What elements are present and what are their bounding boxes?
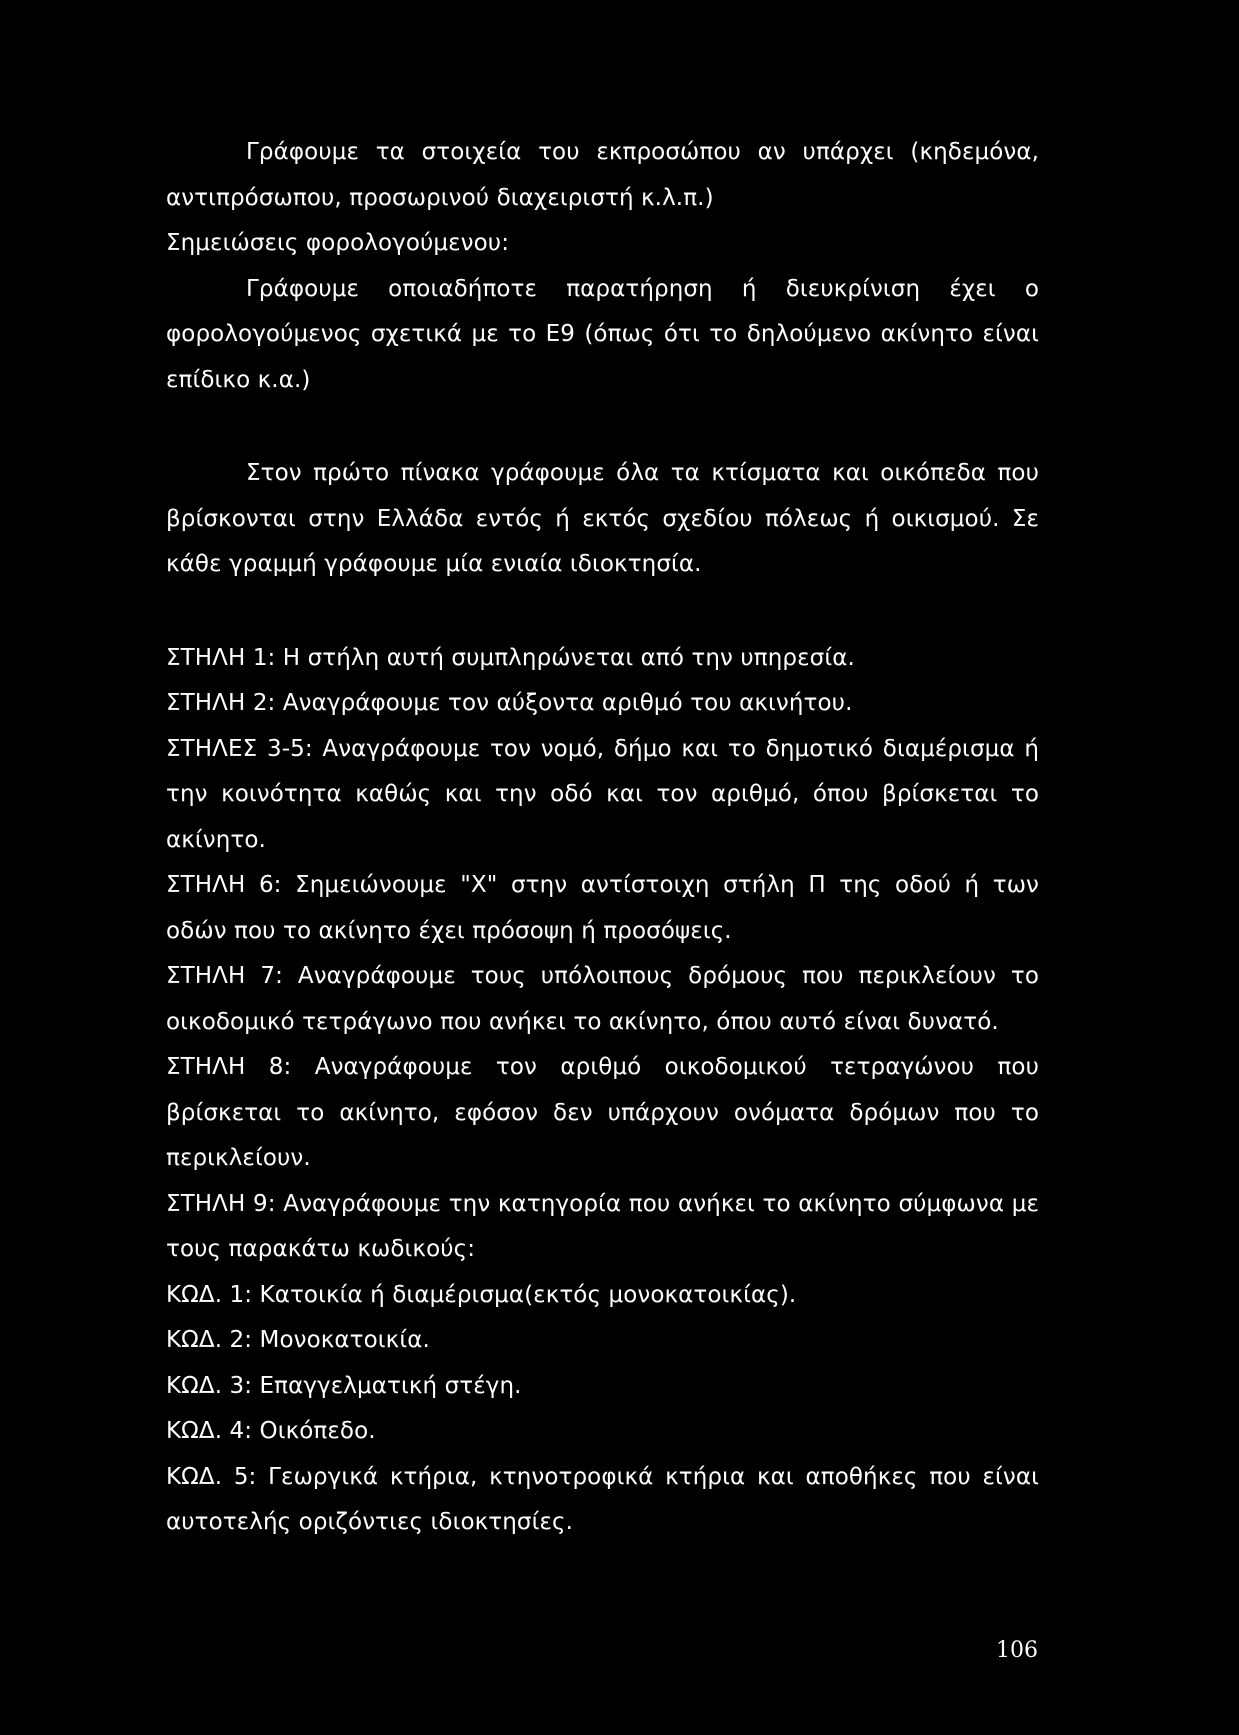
notes-heading: Σημειώσεις φορολογούμενου: bbox=[166, 230, 510, 256]
document-body bbox=[166, 130, 1039, 1546]
column-8-description: ΣΤΗΛΗ 8: Αναγράφουμε τον αριθμό οικοδομικού τετραγώνου που βρίσκεται το ακίνητο, εφόσον δεν υπάρχουν ονόματα δρόμων που το περικλείουν. bbox=[166, 1054, 1039, 1171]
columns-3-5-description: ΣΤΗΛΕΣ 3-5: Αναγράφουμε τον νομό, δήμο και το δημοτικό διαμέρισμα ή την κοινότητα καθώς και την οδό και τον αριθμό, όπου βρίσκεται το ακίνητο. bbox=[166, 735, 1039, 853]
column-6-description: ΣΤΗΛΗ 6: Σημειώνουμε "Χ" στην αντίστοιχη στήλη Π της οδού ή των οδών που το ακίνητο έχει πρόσοψη ή προσόψεις. bbox=[166, 872, 1039, 944]
notes-paragraph: Γράφουμε οποιαδήποτε παρατήρηση ή διευκρίνιση έχει ο φορολογούμενος σχετικά με το Ε9 (όπως ότι το δηλούμενο ακίνητο είναι επίδικο κ.α.) bbox=[166, 275, 1039, 393]
code-5: ΚΩΔ. 5: Γεωργικά κτήρια, κτηνοτροφικά κτήρια και αποθήκες που είναι αυτοτελής οριζόντιες ιδιοκτησίες. bbox=[166, 1463, 1039, 1535]
code-2: ΚΩΔ. 2: Μονοκατοικία. bbox=[166, 1327, 430, 1353]
column-2-description: ΣΤΗΛΗ 2: Αναγράφουμε τον αύξοντα αριθμό του ακινήτου. bbox=[166, 690, 853, 716]
code-4: ΚΩΔ. 4: Οικόπεδο. bbox=[166, 1418, 376, 1444]
column-9-description: ΣΤΗΛΗ 9: Αναγράφουμε την κατηγορία που ανήκει το ακίνητο σύμφωνα με τους παρακάτω κωδικούς: bbox=[166, 1190, 1039, 1262]
page-number: 106 bbox=[996, 1638, 1038, 1663]
spacer bbox=[166, 588, 1039, 636]
first-table-paragraph: Στον πρώτο πίνακα γράφουμε όλα τα κτίσματα και οικόπεδα που βρίσκονται στην Ελλάδα εντός ή εκτός σχεδίου πόλεως ή οικισμού. Σε κάθε γραμμή γράφουμε μία ενιαία ιδιοκτησία. bbox=[166, 460, 1039, 577]
column-1-description: ΣΤΗΛΗ 1: Η στήλη αυτή συμπληρώνεται από την υπηρεσία. bbox=[166, 644, 855, 671]
code-1: ΚΩΔ. 1: Κατοικία ή διαμέρισμα(εκτός μονοκατοικίας). bbox=[166, 1281, 797, 1308]
code-3: ΚΩΔ. 3: Επαγγελματική στέγη. bbox=[166, 1372, 522, 1399]
column-7-description: ΣΤΗΛΗ 7: Αναγράφουμε τους υπόλοιπους δρόμους που περικλείουν το οικοδομικό τετράγωνο που ανήκει το ακίνητο, όπου αυτό είναι δυνατό. bbox=[166, 963, 1039, 1035]
representative-paragraph: Γράφουμε τα στοιχεία του εκπροσώπου αν υπάρχει (κηδεμόνα, αντιπρόσωπου, προσωρινού διαχειριστή κ.λ.π.) bbox=[166, 139, 1039, 211]
spacer bbox=[166, 403, 1039, 451]
